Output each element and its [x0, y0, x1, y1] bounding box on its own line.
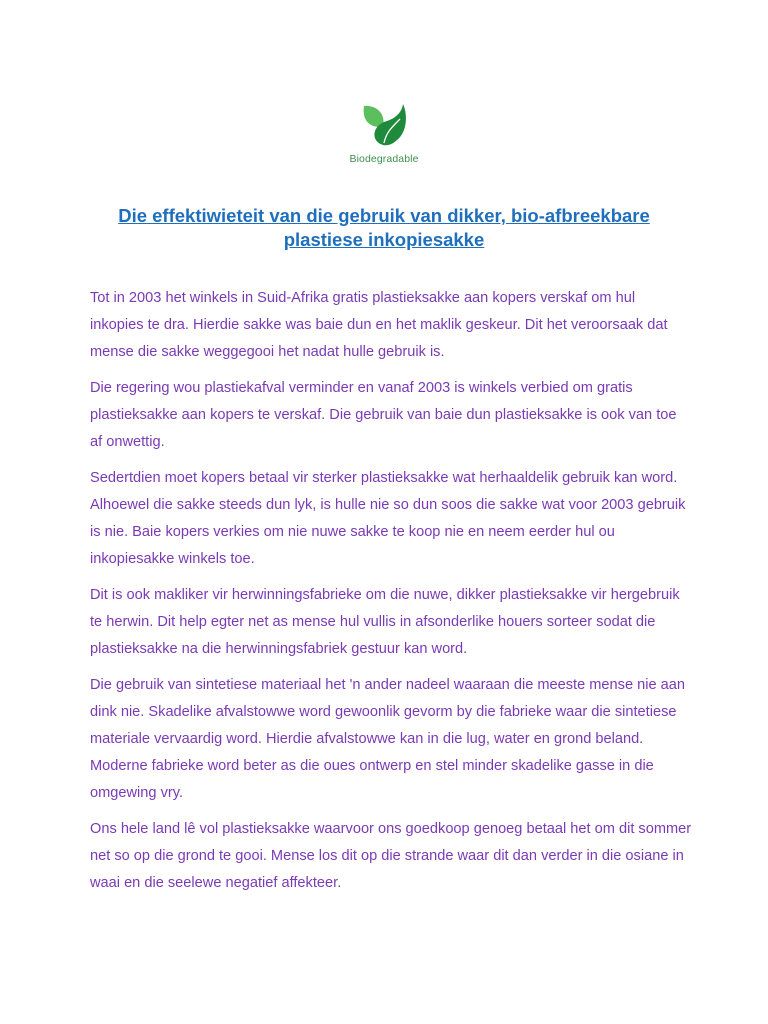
paragraph-3: Sedertdien moet kopers betaal vir sterker plastieksakke wat herhaaldelik gebruik kan word. Alhoewel die sakke steeds dun lyk, is hulle nie so dun soos die sakke wat voor 2003 gebruik is nie. Baie kopers verkies om nie nuwe sakke te koop nie en neem eerder hul ou inkopiesakke winkels toe.: [90, 470, 686, 567]
paragraph-5: Die gebruik van sintetiese materiaal het 'n ander nadeel waaraan die meeste mense nie aan dink nie. Skadelike afvalstowwe word gewoonlik gevorm by die fabrieke waar die sintetiese materiale vervaardig word. Hierdie afvalstowwe kan in die lug, water en grond beland. Moderne fabrieke word beter as die oues ontwerp en stel minder skadelike gasse in die omgewing vry.: [90, 677, 686, 801]
biodegradable-logo: [336, 100, 432, 184]
document-body: [90, 285, 692, 906]
paragraph-4: Dit is ook makliker vir herwinningsfabrieke om die nuwe, dikker plastieksakke vir hergebruik te herwin. Dit help egter net as mense hul vullis in afsonderlike houers sorteer sodat die plastieksakke na die herwinningsfabriek gestuur kan word.: [90, 587, 680, 657]
paragraph-1: Tot in 2003 het winkels in Suid-Afrika gratis plastieksakke aan kopers verskaf om hul inkopies te dra. Hierdie sakke was baie dun en het maklik geskeur. Dit het veroorsaak dat mense die sakke weggegooi het nadat hulle gebruik is.: [90, 290, 668, 360]
paragraph-6: Ons hele land lê vol plastieksakke waarvoor ons goedkoop genoeg betaal het om dit sommer net so op die grond te gooi. Mense los dit op die strande waar dit dan verder in die osiane in waai en die seelewe negatief affekteer.: [90, 821, 692, 891]
leaf-icon: [359, 102, 409, 148]
document-title[interactable]: Die effektiwieteit van die gebruik van dikker, bio-afbreekbare plastiese inkopiesakke: [118, 205, 650, 250]
paragraph-2: Die regering wou plastiekafval verminder en vanaf 2003 is winkels verbied om gratis plastieksakke aan kopers te verskaf. Die gebruik van baie dun plastieksakke is ook van toe af onwettig.: [90, 380, 677, 450]
logo-text: Biodegradable: [349, 153, 419, 165]
